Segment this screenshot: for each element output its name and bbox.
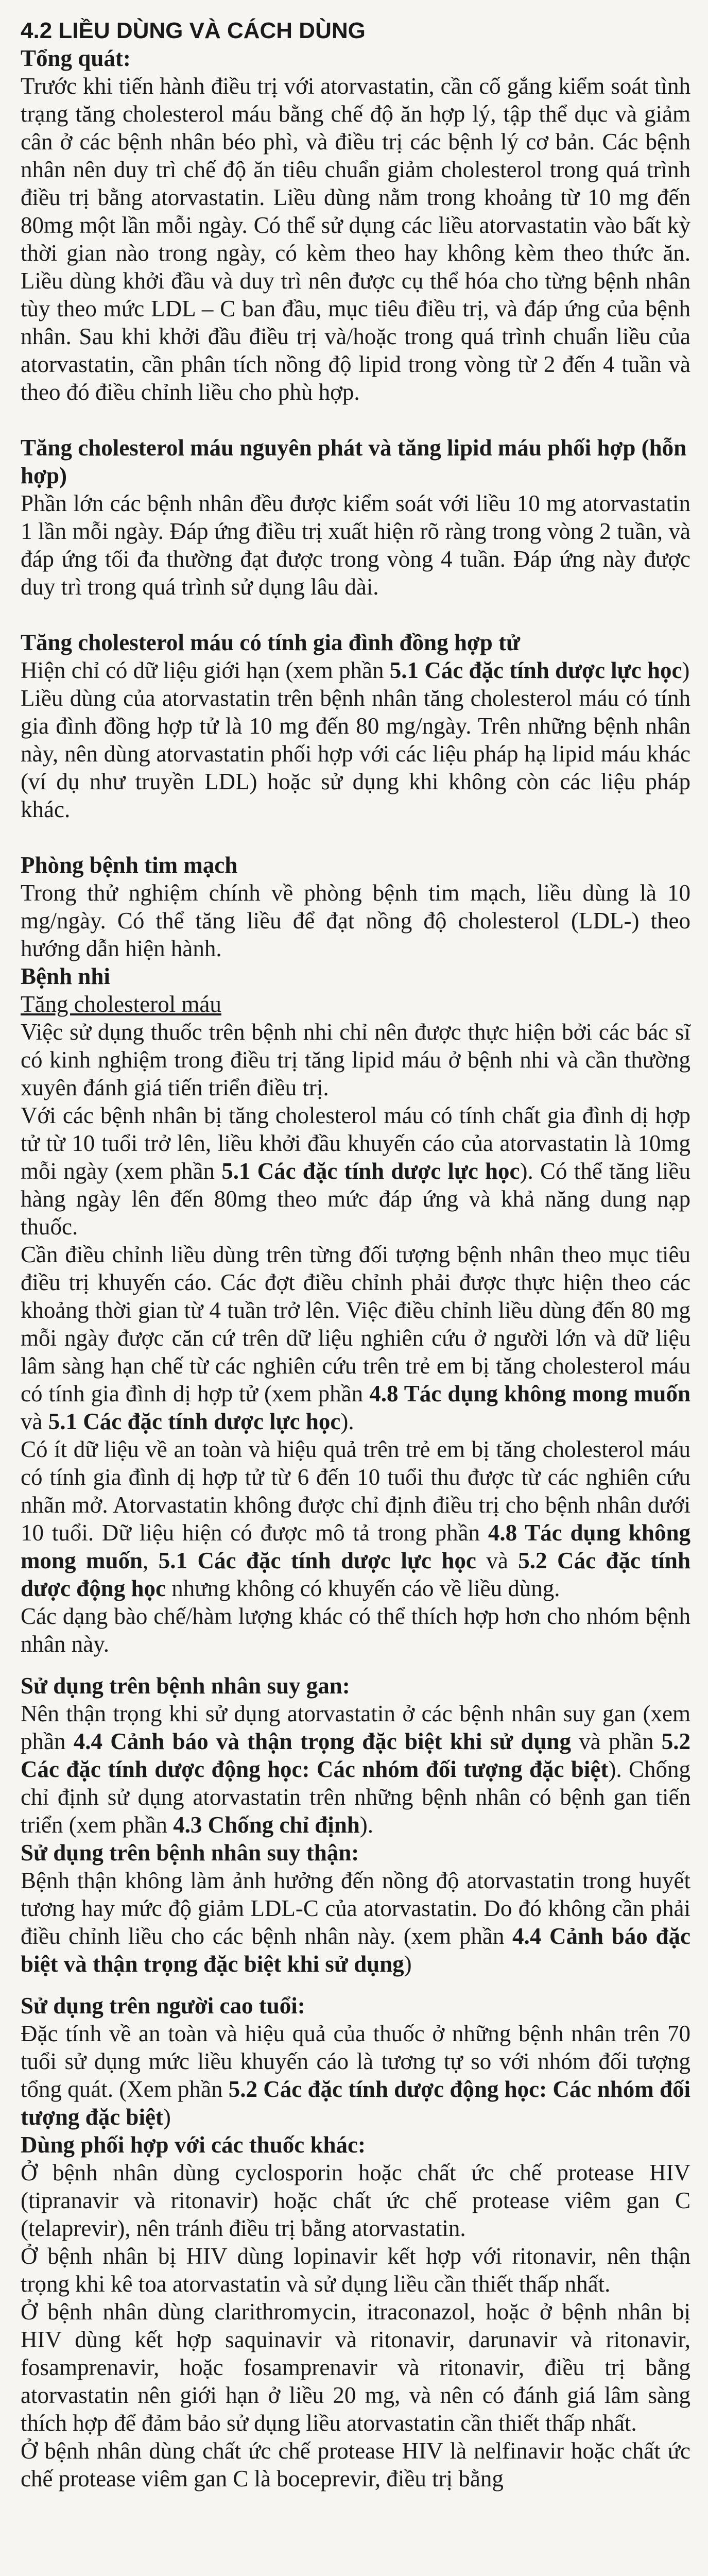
hepatic-g: ).: [359, 1812, 374, 1838]
primary-text: Phần lớn các bệnh nhân đều được kiểm soát với liều 10 mg atorvastatin 1 lần mỗi ngày. Đáp ứng điều trị xuất hiện rõ ràng trong vòng 2 tuần, và đáp ứng tối đa thường đạt được trong vòng 4 tuần. Đáp ứng này được duy trì trong quá trình sử dụng lâu dài.: [21, 490, 690, 600]
familial-line1: [21, 656, 690, 684]
combination-p3: Ở bệnh nhân dùng clarithromycin, itraconazol, hoặc ở bệnh nhân bị HIV dùng kết hợp saquinavir và ritonavir, darunavir và ritonavir, fosamprenavir, hoặc fosamprenavir và ritonavir, điều trị bằng atorvastatin nên giới hạn ở liều 20 mg, và nên có đánh giá lâm sàng thích hợp để đảm bảo sử dụng liều atorvastatin cần thiết thấp nhất.: [21, 2299, 690, 2436]
elderly-heading: Sử dụng trên người cao tuổi:: [21, 1993, 305, 2019]
pediatric-p4-c: ,: [143, 1548, 159, 1573]
combination-p2: Ở bệnh nhân bị HIV dùng lopinavir kết hợp với ritonavir, nên thận trọng khi kê toa atorvastatin và sử dụng liều cần thiết thấp nhất.: [21, 2243, 690, 2297]
page-title: 4.2 LIỀU DÙNG VÀ CÁCH DÙNG: [21, 18, 366, 43]
general-text: Trước khi tiến hành điều trị với atorvastatin, cần cố gắng kiểm soát tình trạng tăng cholesterol máu bằng chế độ ăn hợp lý, tập thể dục và giảm cân ở các bệnh nhân béo phì, và điều trị các bệnh lý cơ bản. Các bệnh nhân nên duy trì chế độ ăn tiêu chuẩn giảm cholesterol trong quá trình điều trị bằng atorvastatin. Liều dùng nằm trong khoảng từ 10 mg đến 80mg một lần mỗi ngày. Có thể sử dụng các liều atorvastatin vào bất kỳ thời gian nào trong ngày, có kèm theo hay không kèm theo thức ăn. Liều dùng khởi đầu và duy trì nên được cụ thể hóa cho từng bệnh nhân tùy theo mức LDL – C ban đầu, mục tiêu điều trị, và đáp ứng của bệnh nhân. Sau khi khởi đầu điều trị và/hoặc trong quá trình chuẩn liều của atorvastatin, cần phân tích nồng độ lipid trong vòng từ 2 đến 4 tuần và theo đó điều chỉnh liều cho phù hợp.: [21, 73, 690, 405]
pediatric-p4-a: Có ít dữ liệu về an toàn và hiệu quả trên trẻ em bị tăng cholesterol máu có tính gia đình dị hợp tử từ 6 đến 10 tuổi thu được từ các nghiên cứu nhãn mở. Atorvastatin không được chỉ định điều trị cho bệnh nhân dưới 10 tuổi. Dữ liệu hiện có được mô tả trong phần: [21, 1436, 690, 1546]
pediatric-p3-ref1: 4.8 Tác dụng không mong muốn: [369, 1381, 690, 1406]
renal-text: [21, 1867, 690, 1978]
pediatric-subheading: Tăng cholesterol máu: [21, 991, 221, 1017]
pediatric-p3: [21, 1241, 690, 1435]
hepatic-ref2: 5.2 Các đặc tính dược động học: Các nhóm đối tượng đặc biệt: [21, 1728, 690, 1782]
pediatric-p2-c: ). Có thể tăng liều hàng ngày lên đến 80mg theo mức đáp ứng và khả năng dung nạp thuốc.: [21, 1158, 691, 1240]
pediatric-p3-e: ).: [340, 1409, 354, 1434]
hepatic-ref3: 4.3 Chống chỉ định: [173, 1812, 360, 1838]
familial-text: Liều dùng của atorvastatin trên bệnh nhân tăng cholesterol máu có tính gia đình đồng hợp tử là 10 mg đến 80 mg/ngày. Trên những bệnh nhân này, nên dùng atorvastatin phối hợp với các liệu pháp hạ lipid máu khác (ví dụ như truyền LDL) hoặc sử dụng khi không còn các liệu pháp khác.: [21, 685, 690, 822]
hepatic-text: [21, 1700, 690, 1839]
general-heading: Tổng quát:: [21, 45, 131, 71]
combination-p1: Ở bệnh nhân dùng cyclosporin hoặc chất ức chế protease HIV (tipranavir và ritonavir) hoặc chất ức chế protease viêm gan C (telaprevir), nên tránh điều trị bằng atorvastatin.: [21, 2160, 690, 2241]
hepatic-e: ). Chống chỉ định sử dụng atorvastatin trên những bệnh nhân có bệnh gan tiến triển (xem phần: [21, 1756, 691, 1838]
pediatric-p2-ref: 5.1 Các đặc tính dược lực học: [221, 1158, 520, 1184]
pediatric-p3-ref2: 5.1 Các đặc tính dược lực học: [48, 1409, 341, 1434]
pediatric-p4-ref1: 4.8 Tác dụng không mong muốn: [21, 1520, 690, 1573]
pediatric-p4-e: và: [476, 1548, 519, 1573]
pediatric-p5: Các dạng bào chế/hàm lượng khác có thể thích hợp hơn cho nhóm bệnh nhân này.: [21, 1603, 690, 1657]
elderly-text: [21, 2020, 690, 2131]
renal-a: Bệnh thận không làm ảnh hưởng đến nồng độ atorvastatin trong huyết tương hay mức độ giảm LDL-C của atorvastatin. Do đó không cần phải điều chỉnh liều cho các bệnh nhân này. (xem phần: [21, 1868, 690, 1949]
renal-c: ): [404, 1951, 412, 1977]
elderly-ref: 5.2 Các đặc tính dược động học: Các nhóm đối tượng đặc biệt: [21, 2076, 690, 2130]
primary-heading: Tăng cholesterol máu nguyên phát và tăng lipid máu phối hợp (hỗn hợp): [21, 435, 687, 488]
pediatric-p2: [21, 1101, 690, 1241]
elderly-c: ): [163, 2104, 171, 2130]
pediatric-p3-a: Cần điều chỉnh liều dùng trên từng đối tượng bệnh nhân theo mục tiêu điều trị khuyến cáo. Các đợt điều chỉnh phải được thực hiện theo các khoảng thời gian từ 4 tuần trở lên. Việc điều chỉnh liều dùng đến 80 mg mỗi ngày được căn cứ trên dữ liệu nghiên cứu ở người lớn và dữ liệu lâm sàng hạn chế từ các nghiên cứu trên trẻ em bị tăng cholesterol máu có tính gia đình dị hợp tử (xem phần: [21, 1242, 690, 1406]
combination-heading: Dùng phối hợp với các thuốc khác:: [21, 2132, 366, 2158]
hepatic-c: và phần: [571, 1728, 662, 1754]
familial-line1-suffix: ): [682, 657, 690, 683]
hepatic-heading: Sử dụng trên bệnh nhân suy gan:: [21, 1673, 350, 1699]
hepatic-ref1: 4.4 Cảnh báo và thận trọng đặc biệt khi sử dụng: [73, 1728, 571, 1754]
cardio-heading: Phòng bệnh tim mạch: [21, 852, 238, 878]
pediatric-p3-c: và: [21, 1409, 48, 1434]
renal-heading: Sử dụng trên bệnh nhân suy thận:: [21, 1840, 359, 1866]
pediatric-p4-ref3: 5.2 Các đặc tính dược động học: [21, 1548, 690, 1601]
hepatic-a: Nên thận trọng khi sử dụng atorvastatin ở các bệnh nhân suy gan (xem phần: [21, 1701, 690, 1754]
combination-p4: Ở bệnh nhân dùng chất ức chế protease HIV là nelfinavir hoặc chất ức chế protease viêm gan C là boceprevir, điều trị bằng: [21, 2438, 690, 2492]
familial-line1-prefix: Hiện chỉ có dữ liệu giới hạn (xem phần: [21, 657, 390, 683]
renal-ref: 4.4 Cảnh báo đặc biệt và thận trọng đặc biệt khi sử dụng: [21, 1923, 690, 1977]
pediatric-p4: [21, 1435, 690, 1602]
pediatric-p1: Việc sử dụng thuốc trên bệnh nhi chỉ nên được thực hiện bởi các bác sĩ có kinh nghiệm trong điều trị tăng lipid máu ở bệnh nhi và cần thường xuyên đánh giá tiến triển điều trị.: [21, 1019, 690, 1100]
pediatric-p4-ref2: 5.1 Các đặc tính dược lực học: [158, 1548, 476, 1573]
pediatric-p4-g: nhưng không có khuyến cáo về liều dùng.: [165, 1575, 560, 1601]
pediatric-p2-a: Với các bệnh nhân bị tăng cholesterol máu có tính chất gia đình dị hợp tử từ 10 tuổi trở lên, liều khởi đầu khuyến cáo của atorvastatin là 10mg mỗi ngày (xem phần: [21, 1103, 690, 1184]
elderly-a: Đặc tính về an toàn và hiệu quả của thuốc ở những bệnh nhân trên 70 tuổi sử dụng mức liều khuyến cáo là tương tự so với nhóm đối tượng tổng quát. (Xem phần: [21, 2021, 690, 2102]
pediatric-heading: Bệnh nhi: [21, 963, 110, 989]
familial-line1-ref: 5.1 Các đặc tính dược lực học: [389, 657, 682, 683]
familial-heading: Tăng cholesterol máu có tính gia đình đồng hợp tử: [21, 630, 521, 655]
cardio-text: Trong thử nghiệm chính về phòng bệnh tim mạch, liều dùng là 10 mg/ngày. Có thể tăng liều để đạt nồng độ cholesterol (LDL-) theo hướng dẫn hiện hành.: [21, 880, 690, 961]
